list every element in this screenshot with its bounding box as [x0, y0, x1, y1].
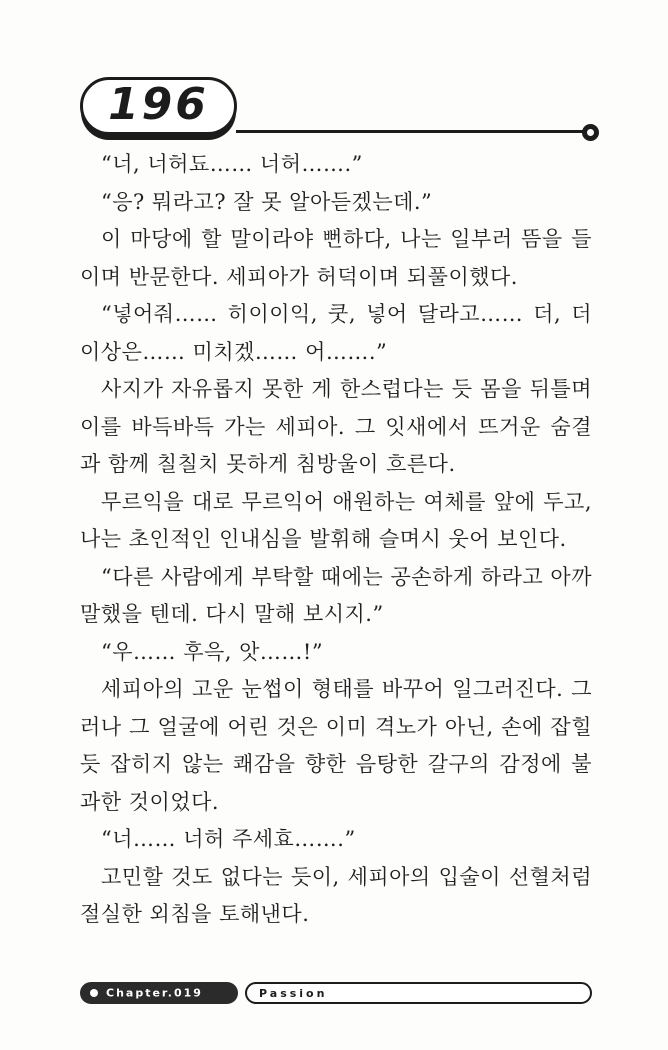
body-paragraph: 무르익을 대로 무르익어 애원하는 여체를 앞에 두고, 나는 초인적인 인내심을 발휘해 슬며시 웃어 보인다. [80, 489, 592, 551]
body-paragraph: “넣어줘…… 히이이익, 쿳, 넣어 달라고…… 더, 더 이상은…… 미치겠…… 어…….” [80, 302, 592, 364]
body-paragraph: 고민할 것도 없다는 듯이, 세피아의 입술이 선혈처럼 절실한 외침을 토해낸다. [80, 864, 592, 926]
page-number: 196 [108, 78, 209, 130]
header-rule-line [236, 130, 586, 133]
body-paragraph: 세피아의 고운 눈썹이 형태를 바꾸어 일그러진다. 그러나 그 얼굴에 어린 것은 이미 격노가 아닌, 손에 잡힐 듯 잡히지 않는 쾌감을 향한 음탕한 갈구의 감정에 불과한 것이었다. [80, 677, 592, 814]
body-paragraph: “우…… 후윽, 앗……!” [101, 639, 324, 664]
body-paragraph: “응? 뭐라고? 잘 못 알아듣겠는데.” [101, 189, 433, 214]
page-number-badge [80, 77, 237, 135]
body-paragraph: “다른 사람에게 부탁할 때에는 공손하게 하라고 아까 말했을 텐데. 다시 말해 보시지.” [80, 564, 592, 626]
bullet-dot-icon [90, 989, 98, 997]
body-paragraph: “너…… 너허 주세효…….” [101, 827, 356, 851]
body-text [80, 146, 592, 934]
body-paragraph: “너, 너허됴…… 너허…….” [101, 152, 363, 176]
chapter-pill [80, 982, 238, 1004]
header-ring-icon [582, 124, 599, 141]
chapter-label: Chapter.019 [106, 986, 203, 999]
body-paragraph: 사지가 자유롭지 못한 게 한스럽다는 듯 몸을 뒤틀며 이를 바득바득 가는 세피아. 그 잇새에서 뜨거운 숨결과 함께 칠칠치 못하게 침방울이 흐른다. [80, 377, 592, 476]
section-label: Passion [259, 986, 328, 1000]
footer [80, 982, 592, 1004]
body-paragraph: 이 마당에 할 말이라야 뻔하다, 나는 일부러 뜸을 들이며 반문한다. 세피아가 허덕이며 되풀이했다. [80, 227, 592, 289]
section-pill [245, 982, 592, 1004]
